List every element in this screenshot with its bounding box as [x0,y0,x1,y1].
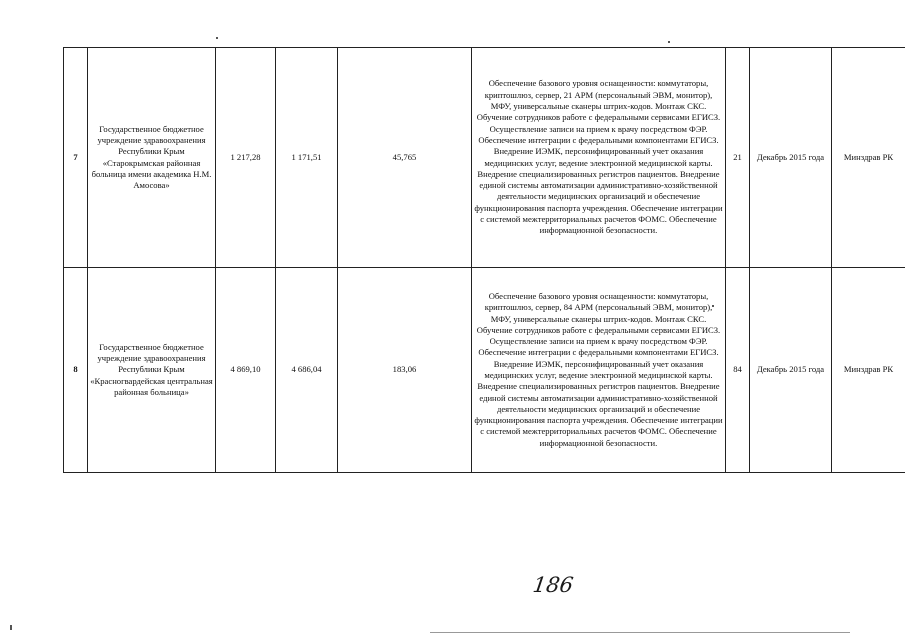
responsible-body: Минздрав РК [832,268,905,473]
measures-description: Обеспечение базового уровня оснащенности: коммутаторы, криптошлюз, сервер, 84 АРМ (персональный ЭВМ, монитор), МФУ, универсальные сканеры штрих-кодов. Монтаж СКС. Обучение сотрудников работе с федеральными сервисами ЕГИСЗ. Осуществление записи на прием к врачу посредством ФЭР. Обеспечение интеграции с федеральными компонентами ЕГИСЗ. Внедрение ИЭМК, персонифицированный учет оказания медицинских услуг, ведение электронной медицинской карты. Внедрение специализированных регистров пациентов. Внедрение единой системы автоматизации административно-хозяйственной деятельности медицинских организаций и обеспечение функционирования паспорта учреждения. Обеспечение интеграции с системой межтерриториальных расчетов ФОМС. Обеспечение информационной безопасности. [472,268,726,473]
institution-name: Государственное бюджетное учреждение здравоохранения Республики Крым «Старокрымская районная больница имени академика Н.М. Амосова» [88,48,216,268]
responsible-body: Минздрав РК [832,48,905,268]
scan-speck [10,625,12,630]
scan-edge-line [430,632,850,633]
scan-speck [668,41,670,43]
row-number: 8 [64,268,88,473]
amount-total: 1 217,28 [216,48,276,268]
amount-regional: 45,765 [338,48,472,268]
institution-name: Государственное бюджетное учреждение здравоохранения Республики Крым «Красногвардейская центральная районная больница» [88,268,216,473]
amount-federal: 1 171,51 [276,48,338,268]
table-row [64,48,905,268]
amount-total: 4 869,10 [216,268,276,473]
scan-speck [712,305,714,307]
handwritten-page-number: 186 [531,573,575,597]
measures-description: Обеспечение базового уровня оснащенности: коммутаторы, криптошлюз, сервер, 21 АРМ (персональный ЭВМ, монитор), МФУ, универсальные сканеры штрих-кодов. Монтаж СКС. Обучение сотрудников работе с федеральными сервисами ЕГИСЗ. Осуществление записи на прием к врачу посредством ФЭР. Обеспечение интеграции с федеральными компонентами ЕГИСЗ. Внедрение ИЭМК, персонифицированный учет оказания медицинских услуг, ведение электронной медицинской карты. Внедрение специализированных регистров пациентов. Внедрение единой системы автоматизации административно-хозяйственной деятельности медицинских организаций и обеспечение функционирования паспорта учреждения. Обеспечение интеграции с системой межтерриториальных расчетов ФОМС. Обеспечение информационной безопасности. [472,48,726,268]
deadline: Декабрь 2015 года [750,268,832,473]
row-number: 7 [64,48,88,268]
scan-speck [216,37,218,39]
workstation-count: 21 [726,48,750,268]
workstation-count: 84 [726,268,750,473]
projects-table [63,47,905,473]
deadline: Декабрь 2015 года [750,48,832,268]
amount-federal: 4 686,04 [276,268,338,473]
table-row [64,268,905,473]
amount-regional: 183,06 [338,268,472,473]
